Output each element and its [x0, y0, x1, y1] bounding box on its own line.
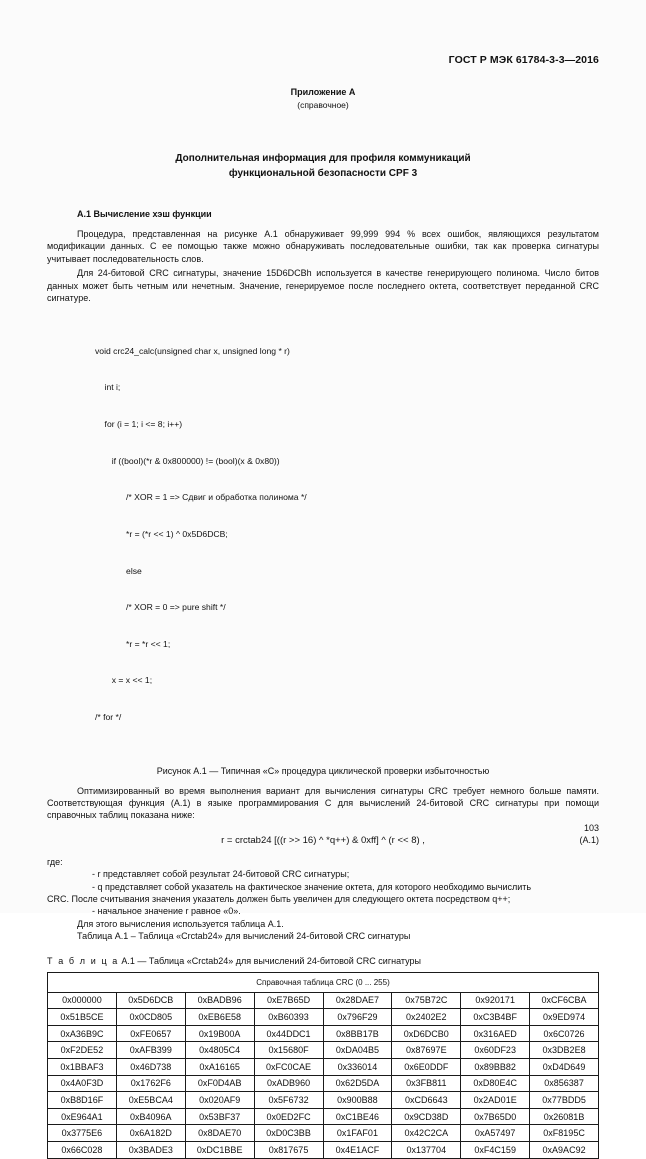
table-reference-note: Для этого вычисления используется таблица А.1. — [77, 918, 284, 929]
code-line: void crc24_calc(unsigned char x, unsigned long * r) — [95, 345, 290, 356]
table-cell: 0x856387 — [530, 1075, 599, 1092]
table-cell: 0xEB6E58 — [185, 1009, 254, 1026]
formula-expression: r = crctab24 [((r >> 16) ^ *q++) & 0xff] ^ (r << 8) , — [221, 834, 425, 846]
standard-id-header: ГОСТ Р МЭК 61784-3-3—2016 — [448, 54, 599, 66]
table-cell: 0x28DAE7 — [323, 992, 392, 1009]
formula-a1 — [47, 835, 599, 846]
table-cell: 0x5F6732 — [254, 1092, 323, 1109]
code-line: x = x << 1; — [95, 675, 153, 686]
table-cell: 0x87697E — [392, 1042, 461, 1059]
table-cell: 0x0CD805 — [116, 1009, 185, 1026]
table-cell: 0xB4096A — [116, 1108, 185, 1125]
table-row — [48, 1108, 599, 1125]
table-cell: 0xCF6CBA — [530, 992, 599, 1009]
table-cell: 0x000000 — [48, 992, 117, 1009]
table-cell: 0xE964A1 — [48, 1108, 117, 1125]
table-cell: 0x53BF37 — [185, 1108, 254, 1125]
table-row — [48, 1141, 599, 1158]
table-cell: 0x0ED2FC — [254, 1108, 323, 1125]
table-cell: 0x3DB2E8 — [530, 1042, 599, 1059]
table-caption-a1 — [47, 956, 599, 966]
table-cell: 0xDC1BBE — [185, 1141, 254, 1158]
code-line: *r = *r << 1; — [95, 638, 171, 649]
table-row — [48, 1009, 599, 1026]
page-number: 103 — [583, 823, 599, 833]
code-line: for (i = 1; i <= 8; i++) — [95, 419, 183, 430]
table-cell: 0xF4C159 — [461, 1141, 530, 1158]
table-caption-rest: А.1 — Таблица «Crctab24» для вычислений 24-битовой CRC сигнатуры — [121, 955, 421, 966]
table-cell: 0x8BB17B — [323, 1025, 392, 1042]
where-item-q-line1: - q представляет собой указатель на фактическое значение октета, для которого необходимо вычислить — [92, 881, 532, 892]
table-cell: 0xD0C3BB — [254, 1125, 323, 1142]
table-cell: 0x3775E6 — [48, 1125, 117, 1142]
annex-subtitle: (справочное) — [297, 100, 349, 110]
table-cell: 0x19B00A — [185, 1025, 254, 1042]
table-title-note: Таблица А.1 – Таблица «Crctab24» для вычислений 24-битовой CRC сигнатуры — [77, 931, 411, 942]
table-row — [48, 992, 599, 1009]
table-cell: 0x6C0726 — [530, 1025, 599, 1042]
table-cell: 0x42C2CA — [392, 1125, 461, 1142]
table-cell: 0xDA04B5 — [323, 1042, 392, 1059]
table-cell: 0xE5BCA4 — [116, 1092, 185, 1109]
code-line: /* XOR = 1 => Сдвиг и обработка полинома */ — [95, 492, 307, 503]
table-cell: 0xBADB96 — [185, 992, 254, 1009]
table-cell: 0x26081B — [530, 1108, 599, 1125]
table-cell: 0x66C028 — [48, 1141, 117, 1158]
table-cell: 0x900B88 — [323, 1092, 392, 1109]
table-cell: 0xD80E4C — [461, 1075, 530, 1092]
table-cell: 0xA16165 — [185, 1058, 254, 1075]
page-title-line1: Дополнительная информация для профиля коммуникаций — [175, 153, 471, 164]
crc-lookup-table — [47, 972, 599, 1159]
crc-table-body — [48, 992, 599, 1158]
table-cell: 0x1762F6 — [116, 1075, 185, 1092]
annex-title: Приложение А — [290, 87, 356, 97]
table-cell: 0x920171 — [461, 992, 530, 1009]
table-cell: 0xC3B4BF — [461, 1009, 530, 1026]
page-content — [47, 54, 599, 1159]
table-cell: 0x6A182D — [116, 1125, 185, 1142]
table-row — [48, 1125, 599, 1142]
table-cell: 0x2402E2 — [392, 1009, 461, 1026]
table-cell: 0xF0D4AB — [185, 1075, 254, 1092]
code-line: else — [95, 565, 142, 576]
table-row — [48, 1092, 599, 1109]
table-cell: 0x1BBAF3 — [48, 1058, 117, 1075]
table-cell: 0x7B65D0 — [461, 1108, 530, 1125]
code-line: /* XOR = 0 => pure shift */ — [95, 602, 226, 613]
page-title-line2: функциональной безопасности CPF 3 — [228, 168, 418, 179]
table-cell: 0x62D5DA — [323, 1075, 392, 1092]
table-cell: 0x3BADE3 — [116, 1141, 185, 1158]
table-cell: 0x9CD38D — [392, 1108, 461, 1125]
table-cell: 0xB60393 — [254, 1009, 323, 1026]
table-cell: 0x3FB811 — [392, 1075, 461, 1092]
table-cell: 0x9ED974 — [530, 1009, 599, 1026]
table-cell: 0xFE0657 — [116, 1025, 185, 1042]
table-cell: 0x796F29 — [323, 1009, 392, 1026]
table-cell: 0x2AD01E — [461, 1092, 530, 1109]
table-cell: 0x89BB82 — [461, 1058, 530, 1075]
table-cell: 0xF8195C — [530, 1125, 599, 1142]
table-row — [48, 1075, 599, 1092]
section-paragraph-2: Для 24-битовой CRC сигнатуры, значение 15D6DCBh используется в качестве генерирующего полинома. Число битов данных может быть четным или нечетным. Значение, генерируемое после последнего октета, соответствует переданной CRC сигнатуре. — [47, 268, 599, 304]
table-cell: 0xAFB399 — [116, 1042, 185, 1059]
table-cell: 0x316AED — [461, 1025, 530, 1042]
table-cell: 0x75B72C — [392, 992, 461, 1009]
annex-block — [47, 86, 599, 111]
table-cell: 0xCD6643 — [392, 1092, 461, 1109]
table-cell: 0x5D6DCB — [116, 992, 185, 1009]
table-caption-prefix: Т а б л и ц а — [47, 955, 119, 966]
table-row — [48, 1058, 599, 1075]
table-row — [48, 1042, 599, 1059]
table-cell: 0x77BDD5 — [530, 1092, 599, 1109]
table-cell: 0xA36B9C — [48, 1025, 117, 1042]
table-header-title: Справочная таблица CRC (0 ... 255) — [48, 972, 599, 992]
table-cell: 0x60DF23 — [461, 1042, 530, 1059]
formula-number: (А.1) — [579, 834, 599, 845]
table-cell: 0xADB960 — [254, 1075, 323, 1092]
where-label: где: — [47, 856, 63, 867]
code-listing — [47, 320, 599, 747]
table-cell: 0x46D738 — [116, 1058, 185, 1075]
table-cell: 0x137704 — [392, 1141, 461, 1158]
table-cell: 0xD6DCB0 — [392, 1025, 461, 1042]
table-cell: 0x1FAF01 — [323, 1125, 392, 1142]
table-cell: 0xE7B65D — [254, 992, 323, 1009]
table-row — [48, 1025, 599, 1042]
table-cell: 0xD4D649 — [530, 1058, 599, 1075]
table-cell: 0xC1BE46 — [323, 1108, 392, 1125]
table-cell: 0x4805C4 — [185, 1042, 254, 1059]
section2-paragraph-1: Оптимизированный во время выполнения вариант для вычисления сигнатуры CRC требует немного больше памяти. Соответствующая функция (А.1) в языке программирования С для вычислений 24-битовой CRC сигнатуры при помощи справочных таблиц показана ниже: — [47, 785, 599, 821]
table-cell: 0x6E0DDF — [392, 1058, 461, 1075]
table-cell: 0x4E1ACF — [323, 1141, 392, 1158]
table-cell: 0x51B5CE — [48, 1009, 117, 1026]
table-cell: 0xB8D16F — [48, 1092, 117, 1109]
table-cell: 0x020AF9 — [185, 1092, 254, 1109]
table-cell: 0x44DDC1 — [254, 1025, 323, 1042]
code-line: /* for */ — [95, 711, 122, 722]
where-item-q-line2: CRC. После считывания значения указатель должен быть увеличен для следующего октета посредством q++; — [47, 893, 511, 904]
section-heading-a1: А.1 Вычисление хэш функции — [77, 209, 212, 219]
where-item-init: - начальное значение r равное «0». — [92, 906, 241, 917]
figure-caption-a1: Рисунок А.1 — Типичная «С» процедура циклической проверки избыточностью — [156, 765, 490, 776]
table-cell: 0xA57497 — [461, 1125, 530, 1142]
table-cell: 0x8DAE70 — [185, 1125, 254, 1142]
section-paragraph-1: Процедура, представленная на рисунке А.1 обнаруживает 99,999 994 % всех ошибок, являющихся результатом модификации данных. С ее помощью также можно обнаруживать последовательные ошибки, так как проверка сигнатуры учитывает последовательность слов. — [47, 229, 599, 264]
code-line: *r = (*r << 1) ^ 0x5D6DCB; — [95, 528, 228, 539]
table-cell: 0x336014 — [323, 1058, 392, 1075]
table-cell: 0x15680F — [254, 1042, 323, 1059]
code-line: if ((bool)(*r & 0x800000) != (bool)(x & 0x80)) — [95, 455, 280, 466]
table-cell: 0xF2DE52 — [48, 1042, 117, 1059]
table-cell: 0xFC0CAE — [254, 1058, 323, 1075]
table-cell: 0xA9AC92 — [530, 1141, 599, 1158]
table-header-row — [48, 972, 599, 992]
where-item-r: - r представляет собой результат 24-битовой CRC сигнатуры; — [92, 869, 350, 880]
table-cell: 0x4A0F3D — [48, 1075, 117, 1092]
table-cell: 0x817675 — [254, 1141, 323, 1158]
code-line: int i; — [95, 382, 121, 393]
page-title — [47, 151, 599, 181]
